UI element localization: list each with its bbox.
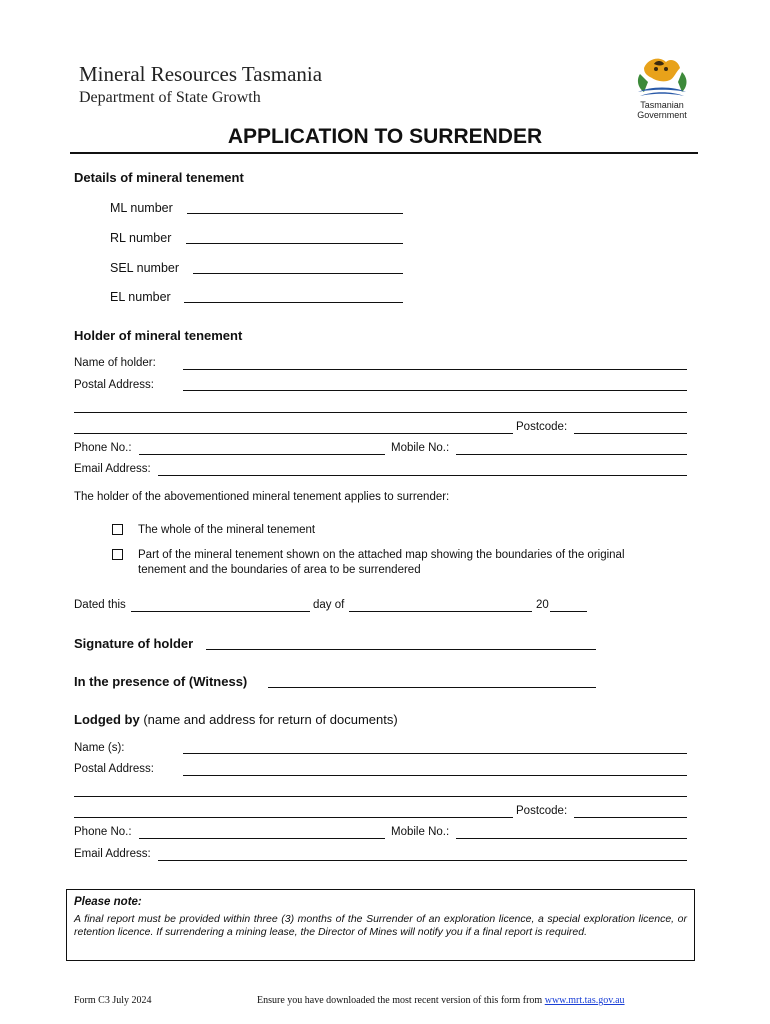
holder-postal-label: Postal Address: — [74, 379, 154, 391]
lodged-postal-field-2[interactable] — [74, 796, 687, 797]
signature-label: Signature of holder — [74, 636, 194, 651]
lodged-name-field[interactable] — [183, 753, 687, 754]
lodged-postal-label: Postal Address: — [74, 763, 154, 775]
rl-number-field[interactable] — [186, 243, 403, 244]
form-title: APPLICATION TO SURRENDER — [227, 125, 543, 148]
mrt-website-link[interactable]: www.mrt.tas.gov.au — [544, 995, 625, 1006]
please-note-heading: Please note: — [74, 896, 142, 908]
lodged-mobile-field[interactable] — [456, 838, 687, 839]
lodged-phone-label: Phone No.: — [74, 826, 132, 838]
holder-email-label: Email Address: — [74, 463, 151, 475]
please-note-box — [66, 889, 695, 961]
gov-logo-line1: Tasmanian — [640, 100, 684, 110]
witness-label: In the presence of (Witness) — [74, 674, 248, 689]
dated-day-field[interactable] — [131, 611, 310, 612]
holder-name-label: Name of holder: — [74, 357, 156, 369]
holder-postal-field-2[interactable] — [74, 412, 687, 413]
please-note-text: A final report must be provided within three (3) months of the Surrender of an exploration licence, a special exploration licence, or retention licence. If surrendering a mining lease, the Director of Mines will notify you if a final report is required. — [74, 913, 687, 938]
holder-postal-field-3[interactable] — [74, 433, 513, 434]
option-part-label-line1: Part of the mineral tenement shown on the attached map showing the boundaries of the original — [138, 549, 625, 561]
holder-postcode-label: Postcode: — [516, 421, 568, 433]
lodged-heading-bold: Lodged by — [74, 712, 140, 727]
gov-logo-text — [624, 100, 700, 120]
lodged-mobile-label: Mobile No.: — [391, 826, 450, 838]
option-part-checkbox[interactable] — [112, 549, 123, 560]
holder-mobile-label: Mobile No.: — [391, 442, 450, 454]
lodged-heading — [74, 712, 398, 727]
lodged-name-label: Name (s): — [74, 742, 125, 754]
holder-heading: Holder of mineral tenement — [74, 328, 243, 343]
gov-logo-line2: Government — [637, 110, 687, 120]
lodged-heading-rest: (name and address for return of documents) — [143, 712, 398, 727]
el-number-field[interactable] — [184, 302, 403, 303]
download-notice-text: Ensure you have downloaded the most recent version of this form from — [257, 995, 543, 1006]
lodged-postal-field-1[interactable] — [183, 775, 687, 776]
department-name: Department of State Growth — [79, 89, 261, 106]
applies-text: The holder of the abovementioned mineral tenement applies to surrender: — [74, 491, 450, 503]
holder-email-field[interactable] — [158, 475, 687, 476]
lodged-phone-field[interactable] — [139, 838, 385, 839]
sel-number-field[interactable] — [193, 273, 403, 274]
dated-year-field[interactable] — [550, 611, 587, 612]
lodged-email-field[interactable] — [158, 860, 687, 861]
year-prefix-label: 20 — [536, 599, 549, 611]
title-rule — [70, 152, 698, 154]
el-number-label: EL number — [110, 290, 171, 304]
tenement-heading: Details of mineral tenement — [74, 170, 244, 185]
option-whole-checkbox[interactable] — [112, 524, 123, 535]
holder-phone-label: Phone No.: — [74, 442, 132, 454]
sel-number-label: SEL number — [110, 261, 180, 275]
signature-field[interactable] — [206, 649, 596, 650]
day-of-label: day of — [313, 599, 345, 611]
ml-number-field[interactable] — [187, 213, 403, 214]
rl-number-label: RL number — [110, 231, 172, 245]
holder-postal-field-1[interactable] — [183, 390, 687, 391]
witness-field[interactable] — [268, 687, 596, 688]
holder-postcode-field[interactable] — [574, 433, 687, 434]
holder-mobile-field[interactable] — [456, 454, 687, 455]
holder-name-field[interactable] — [183, 369, 687, 370]
lodged-postcode-label: Postcode: — [516, 805, 568, 817]
dated-label: Dated this — [74, 599, 126, 611]
lodged-postcode-field[interactable] — [574, 817, 687, 818]
lodged-postal-field-3[interactable] — [74, 817, 513, 818]
organisation-name: Mineral Resources Tasmania — [79, 62, 323, 86]
download-notice — [257, 995, 625, 1006]
form-id: Form C3 July 2024 — [74, 995, 152, 1006]
option-whole-label: The whole of the mineral tenement — [138, 524, 316, 536]
dated-month-field[interactable] — [349, 611, 532, 612]
ml-number-label: ML number — [110, 201, 173, 215]
holder-phone-field[interactable] — [139, 454, 385, 455]
lodged-email-label: Email Address: — [74, 848, 151, 860]
option-part-label-line2: tenement and the boundaries of area to be surrendered — [138, 564, 421, 576]
